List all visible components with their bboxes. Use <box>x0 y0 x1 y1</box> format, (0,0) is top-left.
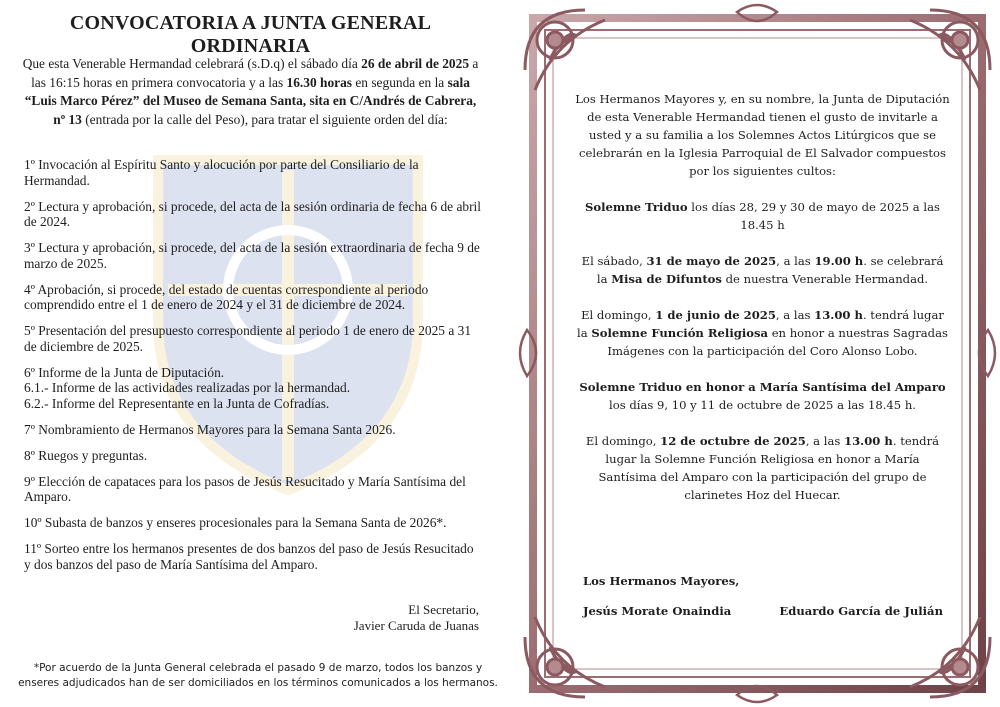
agenda-item: 9º Elección de capataces para los pasos de Jesús Resucitado y María Santísima del Amparo. <box>24 473 466 504</box>
event-funcion-junio: El domingo, 1 de junio de 2025, a las 13.00 h. tendrá lugar la Solemne Función Religiosa en honor a nuestras Sagradas Imágenes con la participación del Coro Alonso Lobo. <box>577 308 948 358</box>
agenda-item: 1º Invocación al Espíritu Santo y alocución por parte del Consiliario de la Hermandad. <box>24 157 419 188</box>
left-page <box>18 0 498 707</box>
agenda-item: 8º Ruegos y preguntas. <box>24 447 148 463</box>
event-misa-difuntos: El sábado, 31 de mayo de 2025, a las 19.00 h. se celebrará la Misa de Difuntos de nuestra Venerable Hermandad. <box>581 254 944 286</box>
agenda-subitem: 6.2.- Informe del Representante en la Junta de Cofradías. <box>24 395 330 411</box>
convocatoria-title: CONVOCATORIA A JUNTA GENERAL ORDINARIA <box>69 12 432 57</box>
hermanos-mayores-signature <box>583 572 943 620</box>
secretary-role: El Secretario, <box>408 602 479 617</box>
agenda-item: 5º Presentación del presupuesto correspondiente al periodo 1 de enero de 2025 a 31 de diciembre de 2025. <box>24 323 472 354</box>
invitation-body <box>575 90 950 522</box>
agenda-subitem: 6.1.- Informe de las actividades realizadas por la hermandad. <box>24 380 351 395</box>
footnote: *Por acuerdo de la Junta General celebrada el pasado 9 de marzo, todos los banzos y enseres adjudicados han de ser domiciliados en los términos comunicados a los hermanos. <box>18 662 498 689</box>
secretary-name: Javier Caruda de Juanas <box>353 618 479 633</box>
agenda-list <box>24 157 482 583</box>
signature-name-1: Jesús Morate Onaindia <box>583 604 732 618</box>
convocatoria-intro: Que esta Venerable Hermandad celebrará (s.D.q) el sábado día 26 de abril de 2025 a las 16:15 horas en primera convocatoria y a las 16.30 horas en segunda en la sala “Luis Marco Pérez” del Museo de Semana Santa, sita en C/Andrés de Cabrera, nº 13 (entrada por la calle del Peso), para tratar el siguiente orden del día: <box>22 56 479 127</box>
secretary-signature <box>354 602 479 634</box>
invitation-intro: Los Hermanos Mayores y, en su nombre, la Junta de Diputación de esta Venerable Hermandad tienen el gusto de invitarle a usted y a su familia a los Solemnes Actos Litúrgicos que se celebrarán en la Iglesia Parroquial de El Salvador compuestos por los siguientes cultos: <box>575 92 950 178</box>
agenda-item: 2º Lectura y aprobación, si procede, del acta de la sesión ordinaria de fecha 6 de abril de 2024. <box>24 198 481 229</box>
agenda-item: 10º Subasta de banzos y enseres procesionales para la Semana Santa de 2026*. <box>24 515 447 530</box>
agenda-item: 3º Lectura y aprobación, si procede, del acta de la sesión extraordinaria de fecha 9 de marzo de 2025. <box>24 240 480 271</box>
signature-title: Los Hermanos Mayores, <box>583 574 740 588</box>
event-triduo-octubre: Solemne Triduo en honor a María Santísima del Amparo los días 9, 10 y 11 de octubre de 2025 a las 18.45 h. <box>579 380 946 412</box>
right-page <box>515 0 1000 707</box>
signature-name-2: Eduardo García de Julián <box>779 604 943 618</box>
agenda-item: 7º Nombramiento de Hermanos Mayores para la Semana Santa 2026. <box>24 421 396 437</box>
agenda-item-6-head: 6º Informe de la Junta de Diputación. <box>24 364 225 380</box>
event-triduo-mayo: Solemne Triduo los días 28, 29 y 30 de mayo de 2025 a las 18.45 h <box>585 200 940 232</box>
agenda-item-6 <box>24 365 482 412</box>
event-funcion-octubre: El domingo, 12 de octubre de 2025, a las 13.00 h. tendrá lugar la Solemne Función Religiosa en honor a María Santísima del Amparo con la participación del grupo de clarinetes Hoz del Huecar. <box>585 434 940 502</box>
agenda-item: 4º Aprobación, si procede, del estado de cuentas correspondiente al periodo comprendido entre el 1 de enero de 2024 y el 31 de diciembre de 2024. <box>24 281 429 312</box>
signature-names <box>583 602 943 620</box>
agenda-item: 11º Sorteo entre los hermanos presentes de dos banzos del paso de Jesús Resucitado y dos banzos del paso de María Santísima del Amparo. <box>24 541 474 572</box>
